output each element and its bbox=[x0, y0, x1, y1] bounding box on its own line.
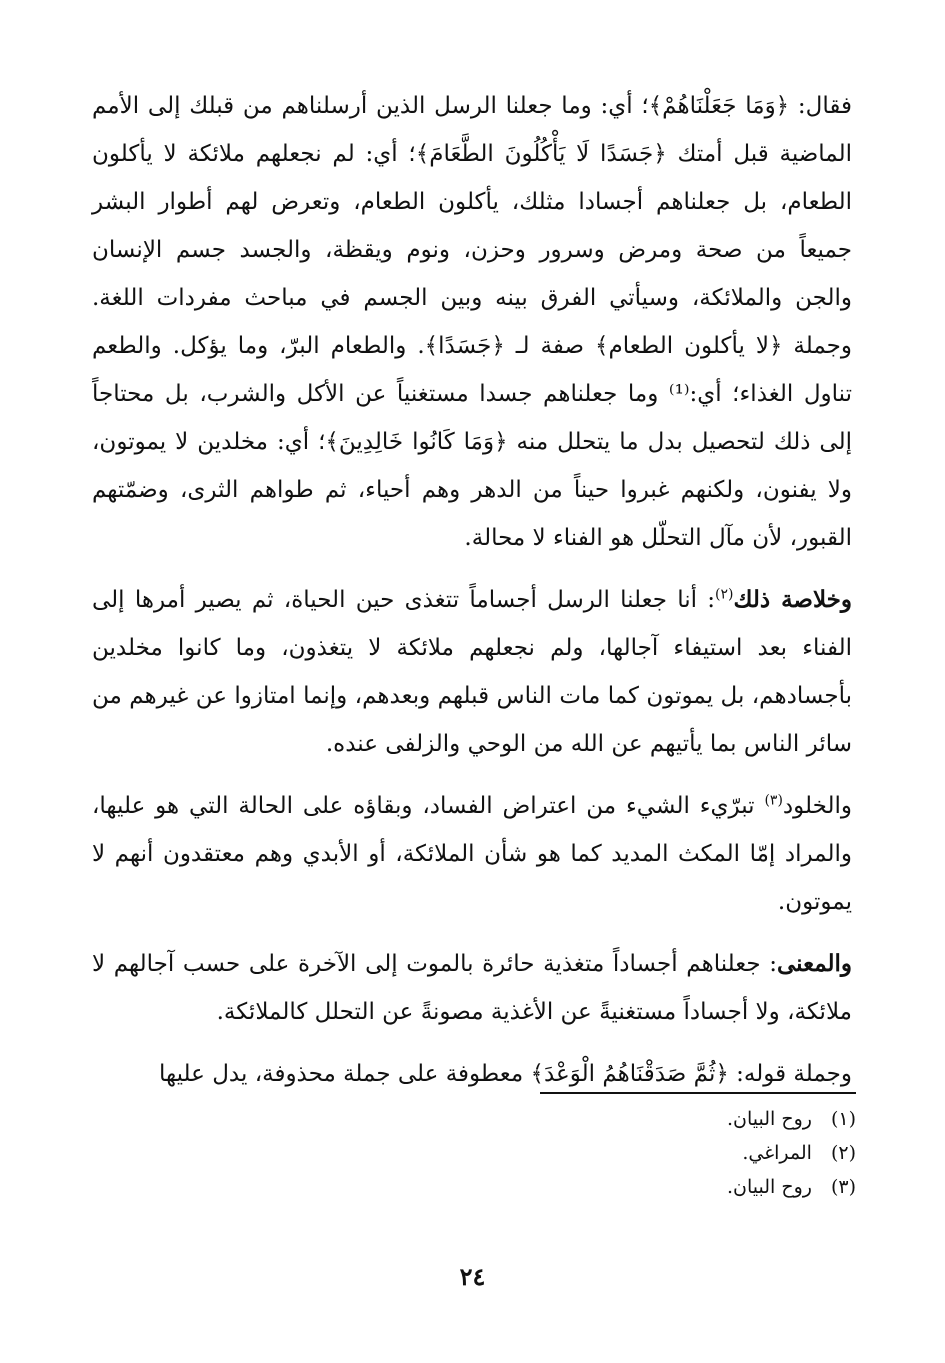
text-line: : جعلناهم أجساداً متغذية حائرة بالموت إلى الآخرة على حسب bbox=[182, 951, 777, 977]
text-line: : أنا جعلنا الرسل أجساماً تتغذى حين الحياة، ثم يصير bbox=[195, 587, 716, 613]
paragraph-1 bbox=[92, 82, 852, 562]
footnote-number: (٢) bbox=[830, 1142, 856, 1164]
text-line: مخلدين لا يموتون، ولا يفنون، ولكنهم غبروا حيناً من الدهر وهم أحياء، ثم bbox=[92, 429, 853, 503]
text-line: عليها، والمراد إمّا المكث المديد كما هو شأن الملائكة، أو الأبدي وهم bbox=[92, 793, 852, 867]
footnote-divider bbox=[540, 1092, 856, 1094]
text-line: وجملة قوله: ﴿ثُمَّ صَدَقْنَاهُمُ الْوَعْدَ﴾ معطوفة على جملة محذوفة، يدل عليها bbox=[159, 1061, 852, 1087]
page-number: ٢٤ bbox=[459, 1262, 486, 1291]
footnote-text: روح البيان. bbox=[726, 1108, 812, 1130]
text-line: اللغة. وجملة ﴿لا يأكلون الطعام﴾ صفة لـ ﴿جَسَدًا﴾. والطعام البرّ، وما يؤكل. bbox=[92, 285, 852, 359]
footnote-item bbox=[540, 1136, 856, 1170]
text-line: أمرها إلى الفناء بعد استيفاء آجالها، ولم نجعلهم ملائكة لا يتغذون، وما كانوا bbox=[92, 587, 852, 661]
paragraph-5 bbox=[92, 1050, 852, 1098]
text-line: البشر جميعاً من صحة ومرض وسرور وحزن، ونوم ويقظة، والجسد جسم bbox=[92, 189, 853, 263]
text-line: الإنسان والجن والملائكة، وسيأتي الفرق بينه وبين الجسم في مباحث مفردات bbox=[92, 237, 852, 311]
footnote-number: (٣) bbox=[830, 1176, 856, 1198]
text-line: والطعم تناول الغذاء؛ أي:⁽¹⁾ وما جعلناهم جسدا مستغنياً عن الأكل والشرب، bbox=[92, 333, 852, 407]
text-line: طواهم الثرى، وضمّتهم القبور، لأن مآل التحلّل هو الفناء لا محالة. bbox=[92, 477, 852, 551]
text-line: مخلدين بأجسادهم، بل يموتون كما مات الناس قبلهم وبعدهم، وإنما امتازوا عن bbox=[92, 635, 853, 709]
text-line: غيرهم من سائر الناس بما يأتيهم عن الله من الوحي والزلفى عنده. bbox=[92, 683, 852, 757]
footnote-ref-2[interactable]: (٢) bbox=[715, 586, 734, 603]
footnote-ref-3[interactable]: (٣) bbox=[764, 792, 783, 809]
footnote-item bbox=[540, 1170, 856, 1204]
paragraph-3-eternity bbox=[92, 782, 852, 926]
footnote-item bbox=[540, 1102, 856, 1136]
paragraph-4-meaning bbox=[92, 940, 852, 1036]
text-line: بل محتاجاً إلى ذلك لتحصيل بدل ما يتحلل منه ﴿وَمَا كَانُوا خَالِدِينَ﴾؛ أي: bbox=[92, 381, 852, 455]
text-line: آجالهم لا ملائكة، ولا أجساداً مستغنيةً عن الأغذية مصونةً عن التحلل كالملائكة. bbox=[92, 951, 852, 1025]
text-line: الأمم الماضية قبل أمتك ﴿جَسَدًا لَا يَأْكُلُونَ الطَّعَامَ﴾؛ أي: لم نجعلهم ملائكة لا bbox=[92, 93, 852, 167]
text-line: معتقدون أنهم لا يموتون. bbox=[92, 841, 852, 915]
text-line: فقال: ﴿وَمَا جَعَلْنَاهُمْ﴾؛ أي: وما جعلنا الرسل الذين أرسلناهم من قبلك إلى bbox=[147, 93, 852, 119]
term: والخلود bbox=[782, 793, 852, 819]
paragraph-2-summary bbox=[92, 576, 852, 768]
text-line: تبرّيء الشيء من اعتراض الفساد، وبقاؤه على الحالة التي هو bbox=[155, 793, 765, 819]
text-line: يأكلون الطعام، بل جعلناهم أجسادا مثلك، يأكلون الطعام، وتعرض لهم أطوار bbox=[92, 141, 853, 215]
footnote-text: المراغي. bbox=[742, 1142, 812, 1164]
footnote-number: (١) bbox=[830, 1108, 856, 1130]
main-text bbox=[92, 82, 852, 1098]
summary-heading: وخلاصة ذلك bbox=[733, 586, 852, 613]
meaning-heading: والمعنى bbox=[776, 950, 852, 977]
footnotes bbox=[540, 1102, 856, 1204]
footnote-text: روح البيان. bbox=[726, 1176, 812, 1198]
